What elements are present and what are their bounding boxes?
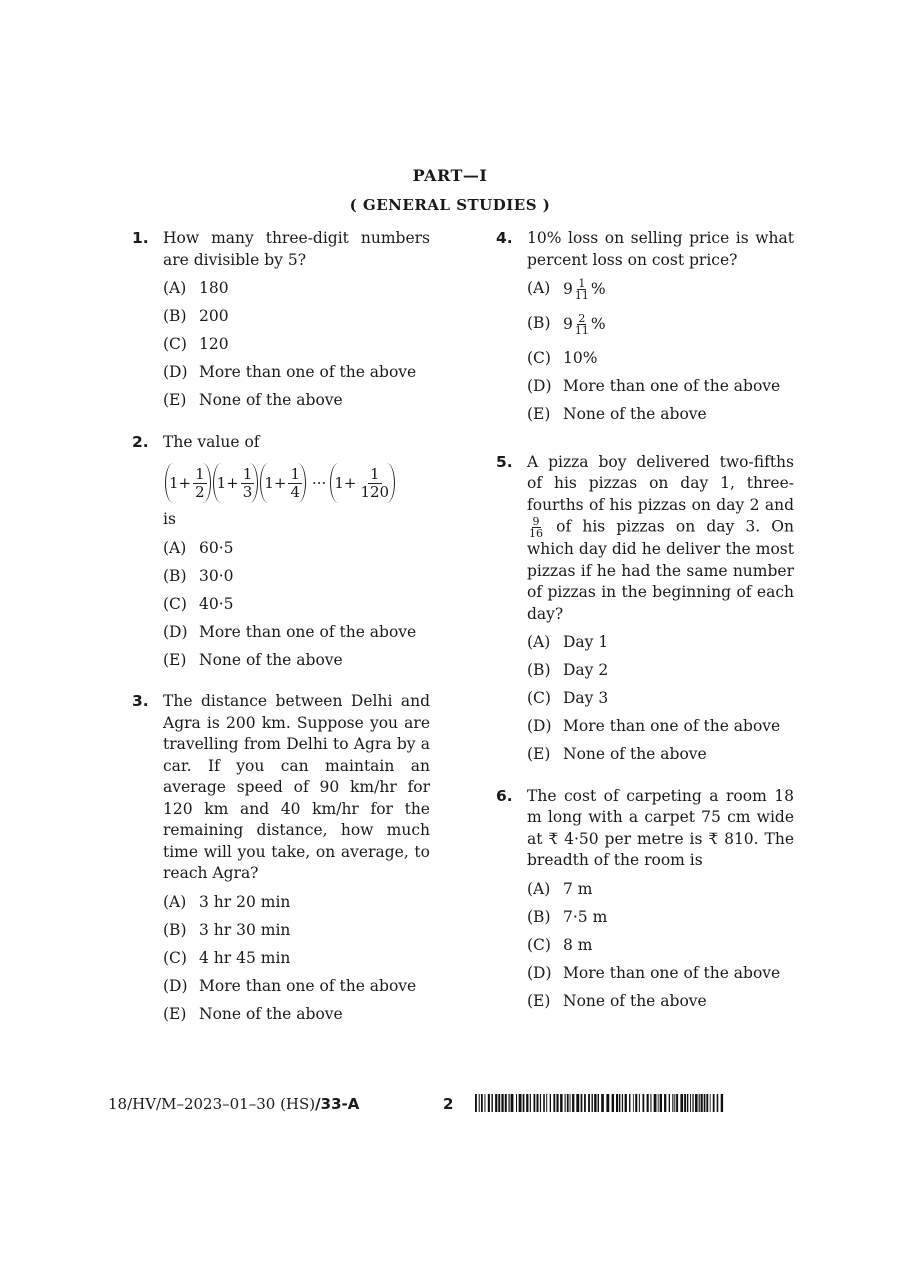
question-text: The cost of carpeting a room 18 m long with a carpet 75 cm wide at ₹ 4·50 per metre is ₹ 810. The breadth of the room is	[527, 786, 794, 869]
option-value: 10%	[563, 349, 598, 367]
fraction-denominator: 3	[242, 482, 253, 501]
question-text-part2: of his pizzas on day 3. On which day did he deliver the most pizzas if he had the same number of pizzas in the beginning of each day?	[527, 517, 794, 623]
option-c	[527, 688, 794, 710]
option-label: (A)	[527, 633, 551, 651]
option-label: (B)	[527, 314, 551, 332]
options	[163, 278, 430, 412]
option-value: None of the above	[199, 650, 343, 669]
fraction	[358, 466, 391, 501]
option-a	[527, 632, 794, 654]
question-text: The distance between Delhi and Agra is 200 km. Suppose you are travelling from Delhi to Agra by a car. If you can maintain an average speed of 90 km/hr for 120 km and 40 km/hr for the remaining distance, how much time will you take, on average, to reach Agra?	[163, 692, 430, 882]
fraction-numerator: 9	[532, 515, 540, 528]
factor-whole: 1+	[334, 474, 357, 492]
option-value: 3 hr 30 min	[199, 920, 291, 939]
formula-factor	[330, 463, 395, 503]
fraction-denominator: 2	[195, 482, 205, 501]
question-text-after: is	[163, 510, 176, 528]
option-label: (A)	[527, 279, 551, 297]
paper-code-prefix: 18/HV/M–2023–01–30 (HS)	[108, 1095, 316, 1113]
question-text: The value of	[163, 432, 260, 451]
option-value: 7·5 m	[563, 907, 608, 926]
option-label: (C)	[527, 689, 551, 707]
option-a	[527, 879, 794, 901]
fraction-denominator: 11	[574, 324, 589, 337]
option-value: 40·5	[199, 594, 234, 613]
fraction	[574, 278, 590, 301]
option-a	[163, 892, 430, 914]
question-text: How many three-digit numbers are divisible by 5?	[163, 229, 430, 269]
fraction	[241, 466, 255, 501]
option-value: More than one of the above	[563, 377, 781, 395]
option-label: (B)	[163, 920, 187, 939]
options	[163, 538, 430, 672]
factor-whole: 1+	[169, 474, 192, 492]
option-value: More than one of the above	[563, 717, 781, 735]
option-label: (D)	[527, 963, 552, 982]
mixed-whole: 9	[563, 279, 573, 298]
fraction-numerator: 1	[195, 464, 205, 483]
factor-whole: 1+	[216, 474, 239, 492]
question-text: 10% loss on selling price is what percent loss on cost price?	[527, 229, 794, 269]
option-b	[527, 907, 794, 929]
option-value: Day 2	[563, 661, 609, 679]
options	[527, 632, 794, 766]
fraction-denominator: 11	[574, 289, 589, 302]
option-d	[527, 716, 794, 738]
option-c	[527, 348, 794, 370]
fraction-numerator: 1	[242, 464, 253, 483]
question-number: 4.	[496, 229, 513, 247]
option-b	[527, 660, 794, 682]
part-title: PART—I	[412, 166, 488, 185]
option-value: More than one of the above	[199, 363, 417, 381]
fraction-numerator: 2	[578, 312, 586, 325]
option-label: (E)	[527, 745, 551, 763]
formula-factor	[260, 463, 306, 503]
option-label: (C)	[527, 935, 551, 954]
option-label: (D)	[163, 622, 188, 641]
option-label: (E)	[527, 405, 551, 423]
option-c	[163, 594, 430, 616]
product-formula	[165, 463, 430, 503]
option-label: (A)	[163, 892, 187, 911]
option-label: (C)	[163, 594, 187, 613]
right-column	[492, 228, 794, 1032]
question-number: 5.	[496, 452, 513, 471]
option-label: (B)	[163, 566, 187, 585]
question-6	[492, 786, 794, 1013]
option-value: 3 hr 20 min	[199, 892, 291, 911]
question-number: 1.	[132, 229, 149, 247]
option-d	[527, 963, 794, 985]
percent-suffix: %	[590, 279, 606, 298]
question-number: 6.	[496, 786, 513, 805]
option-d	[163, 362, 430, 384]
option-a	[163, 538, 430, 560]
fraction	[528, 516, 544, 539]
question-4	[492, 228, 794, 426]
options	[527, 879, 794, 1013]
fraction	[288, 466, 302, 501]
formula-factor	[213, 463, 259, 503]
page-number: 2	[443, 1095, 454, 1113]
option-label: (D)	[527, 377, 552, 395]
fraction-numerator: 1	[370, 464, 380, 483]
mixed-whole: 9	[563, 314, 573, 333]
fraction	[574, 313, 590, 336]
option-value	[563, 313, 794, 336]
option-label: (D)	[163, 363, 188, 381]
option-label: (E)	[163, 1004, 187, 1023]
option-b	[527, 313, 794, 336]
options	[527, 278, 794, 426]
option-value: More than one of the above	[199, 976, 417, 995]
question-1	[128, 228, 430, 412]
option-value: None of the above	[199, 391, 343, 409]
question-5	[492, 452, 794, 766]
option-d	[163, 976, 430, 998]
question-text	[527, 452, 794, 626]
option-label: (E)	[527, 991, 551, 1010]
fraction-denominator: 4	[290, 482, 301, 501]
option-b	[163, 920, 430, 942]
option-label: (A)	[163, 538, 187, 557]
option-a	[527, 278, 794, 301]
option-value: 4 hr 45 min	[199, 948, 291, 967]
option-e	[163, 1004, 430, 1026]
question-number: 2.	[132, 432, 149, 451]
option-value: None of the above	[563, 405, 707, 423]
option-label: (B)	[527, 907, 551, 926]
option-value: 30·0	[199, 566, 234, 585]
option-value: More than one of the above	[563, 963, 781, 982]
left-column	[128, 228, 430, 1045]
option-label: (D)	[163, 976, 188, 995]
option-d	[527, 376, 794, 398]
option-value: Day 1	[563, 633, 609, 651]
option-c	[163, 948, 430, 970]
option-label: (E)	[163, 650, 187, 669]
question-2	[128, 432, 430, 672]
option-label: (C)	[163, 948, 187, 967]
option-value: More than one of the above	[199, 622, 417, 641]
option-value: 180	[199, 279, 229, 297]
question-3	[128, 691, 430, 1025]
option-c	[163, 334, 430, 356]
option-e	[527, 991, 794, 1013]
fraction-numerator: 1	[578, 277, 586, 290]
option-value: None of the above	[199, 1004, 343, 1023]
fraction-numerator: 1	[290, 464, 301, 483]
option-label: (D)	[527, 717, 552, 735]
option-value: Day 3	[563, 689, 609, 707]
option-value: 8 m	[563, 935, 593, 954]
formula-ellipsis: ···	[312, 474, 327, 492]
fraction-denominator: 16	[529, 527, 543, 540]
option-label: (A)	[527, 879, 551, 898]
option-value: 60·5	[199, 538, 234, 557]
question-text-part1: A pizza boy delivered two-fifths of his pizzas on day 1, three-fourths of his pizzas on day 2 and	[527, 452, 794, 514]
option-d	[163, 622, 430, 644]
option-label: (E)	[163, 391, 187, 409]
option-label: (B)	[527, 661, 551, 679]
paper-code	[108, 1095, 359, 1113]
formula-factor	[165, 463, 211, 503]
option-e	[527, 404, 794, 426]
option-e	[163, 390, 430, 412]
option-value: None of the above	[563, 991, 707, 1010]
option-b	[163, 306, 430, 328]
paper-code-suffix: /33-A	[315, 1095, 360, 1113]
percent-suffix: %	[590, 314, 606, 333]
option-a	[163, 278, 430, 300]
option-value: 120	[199, 335, 229, 353]
option-value: None of the above	[563, 745, 707, 763]
fraction	[193, 466, 207, 501]
option-value	[563, 278, 794, 301]
option-label: (C)	[163, 335, 187, 353]
option-value: 7 m	[563, 879, 593, 898]
option-value: 200	[199, 307, 229, 325]
section-title: ( GENERAL STUDIES )	[349, 196, 551, 214]
barcode-icon	[475, 1094, 727, 1112]
options	[163, 892, 430, 1026]
option-label: (B)	[163, 307, 187, 325]
question-number: 3.	[132, 692, 149, 710]
option-e	[527, 744, 794, 766]
option-label: (C)	[527, 349, 551, 367]
option-c	[527, 935, 794, 957]
option-e	[163, 650, 430, 672]
fraction-denominator: 120	[360, 482, 390, 501]
option-b	[163, 566, 430, 588]
option-label: (A)	[163, 279, 187, 297]
factor-whole: 1+	[264, 474, 287, 492]
